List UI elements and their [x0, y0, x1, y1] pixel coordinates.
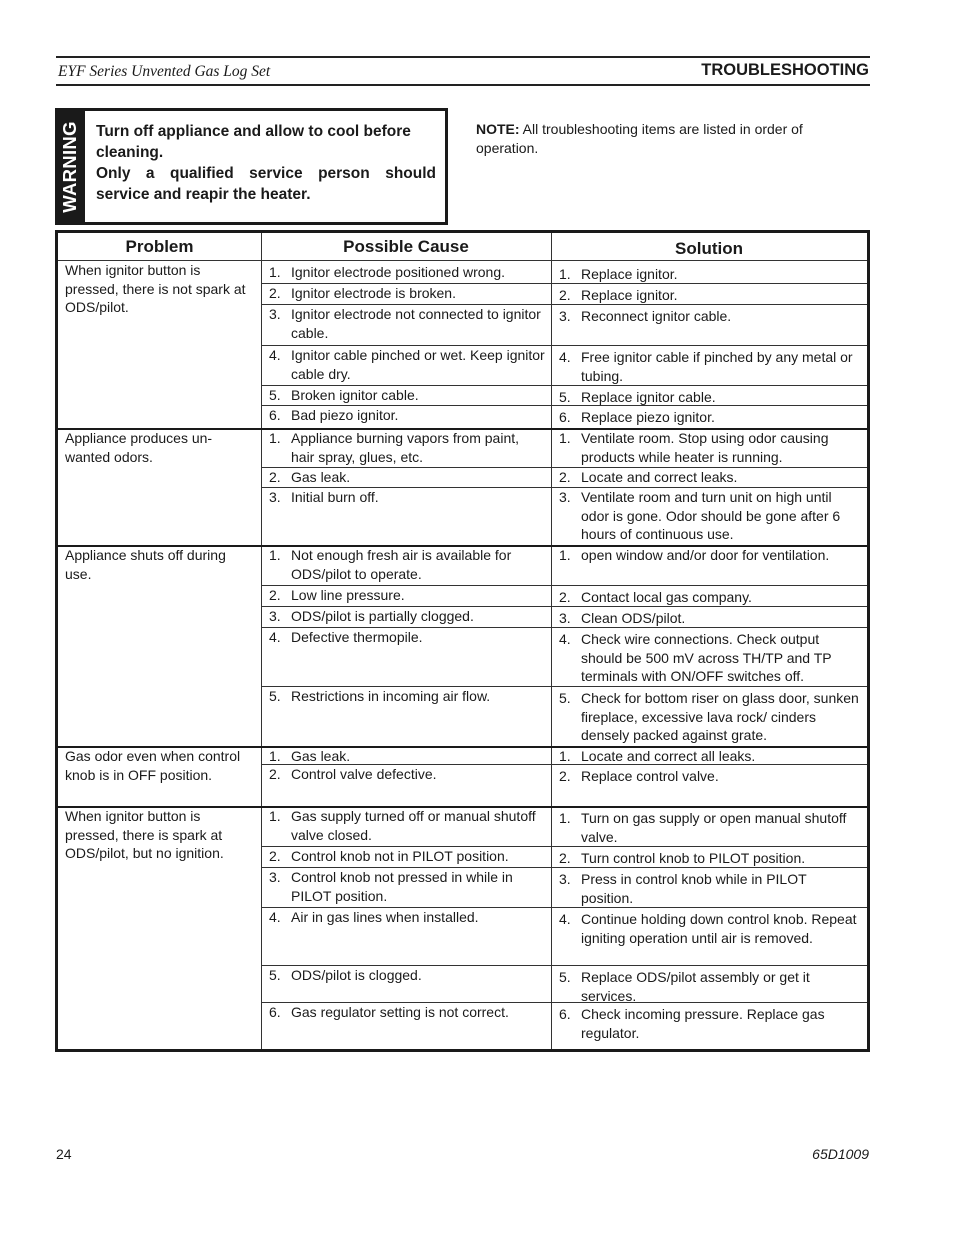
- column-divider: [261, 233, 262, 1049]
- cause-number: 6.: [269, 407, 281, 423]
- cause-number: 1.: [269, 264, 281, 280]
- cause-item: [269, 628, 545, 647]
- cause-text: Ignitor electrode positioned wrong.: [291, 264, 506, 280]
- cause-text: Restrictions in incoming air flow.: [291, 688, 491, 704]
- solution-item: [559, 910, 861, 947]
- cause-text: Appliance burning vapors from paint, hair spray, glues, etc.: [291, 430, 520, 465]
- cause-text: Ignitor cable pinched or wet. Keep ignitor cable dry.: [291, 347, 545, 382]
- solution-text: Check wire connections. Check output should be 500 mV across TH/TP and TP terminals with ON/OFF switches off.: [581, 631, 832, 685]
- page-header: [56, 56, 870, 86]
- solution-item: [559, 546, 861, 565]
- cause-item: [269, 807, 545, 844]
- solution-rule: [551, 385, 867, 386]
- solution-text: Continue holding down control knob. Repeat igniting operation until air is removed.: [581, 911, 857, 946]
- solution-item: [559, 429, 861, 466]
- solution-rule: [551, 627, 867, 628]
- cause-text: Control knob not in PILOT position.: [291, 848, 509, 864]
- solution-item: [559, 348, 861, 385]
- cause-number: 2.: [269, 587, 281, 603]
- solution-number: 1.: [559, 810, 571, 826]
- solution-text: Replace ignitor.: [581, 287, 678, 303]
- solution-rule: [551, 283, 867, 284]
- note-label: NOTE:: [476, 121, 520, 137]
- solution-rule: [551, 686, 867, 687]
- cause-text: Control knob not pressed in while in PILOT position.: [291, 869, 513, 904]
- cause-number: 6.: [269, 1004, 281, 1020]
- solution-item: [559, 689, 861, 745]
- solution-rule: [551, 907, 867, 908]
- cause-number: 4.: [269, 909, 281, 925]
- solution-rule: [551, 345, 867, 346]
- solution-text: Replace piezo ignitor.: [581, 409, 715, 425]
- solution-item: [559, 849, 861, 868]
- cause-item: [269, 868, 545, 905]
- solution-number: 3.: [559, 871, 571, 887]
- warning-text: [96, 121, 436, 205]
- cause-text: Gas leak.: [291, 748, 351, 764]
- cause-item: [269, 305, 545, 342]
- solution-text: Free ignitor cable if pinched by any metal or tubing.: [581, 349, 853, 384]
- solution-text: Replace ODS/pilot assembly or get it services.: [581, 969, 810, 1004]
- solution-text: Reconnect ignitor cable.: [581, 308, 732, 324]
- solution-text: Replace control valve.: [581, 768, 719, 784]
- cause-number: 3.: [269, 608, 281, 624]
- cause-text: Ignitor electrode not connected to ignitor cable.: [291, 306, 541, 341]
- cause-number: 1.: [269, 748, 281, 764]
- solution-item: [559, 408, 861, 427]
- cause-text: Air in gas lines when installed.: [291, 909, 479, 925]
- solution-item: [559, 809, 861, 846]
- cause-text: Bad piezo ignitor.: [291, 407, 399, 423]
- solution-text: Ventilate room. Stop using odor causing products while heater is running.: [581, 430, 829, 465]
- warning-box: [55, 108, 448, 225]
- solution-rule: [551, 867, 867, 868]
- cause-number: 1.: [269, 547, 281, 563]
- cause-text: Gas leak.: [291, 469, 351, 485]
- solution-item: [559, 630, 861, 686]
- cause-number: 5.: [269, 967, 281, 983]
- warning-label: WARNING: [59, 120, 80, 213]
- solution-item: [559, 1005, 861, 1042]
- cause-number: 3.: [269, 306, 281, 322]
- cause-item: [269, 429, 545, 466]
- problem-cell: Appliance produces un-wanted odors.: [65, 430, 213, 465]
- solution-text: Clean ODS/pilot.: [581, 610, 686, 626]
- cause-text: ODS/pilot is partially clogged.: [291, 608, 474, 624]
- cause-item: [269, 488, 545, 507]
- cause-number: 3.: [269, 489, 281, 505]
- solution-text: open window and/or door for ventilation.: [581, 547, 830, 563]
- solution-text: Press in control knob while in PILOT position.: [581, 871, 807, 906]
- cause-text: Control valve defective.: [291, 766, 437, 782]
- section-title: TROUBLESHOOTING: [701, 61, 869, 79]
- solution-text: Check incoming pressure. Replace gas regulator.: [581, 1006, 825, 1041]
- solution-item: [559, 767, 861, 786]
- solution-number: 6.: [559, 409, 571, 425]
- warning-line-1: Turn off appliance and allow to cool before cleaning.: [96, 123, 411, 161]
- solution-item: [559, 468, 861, 487]
- cause-item: [269, 263, 545, 282]
- document-code: 65D1009: [812, 1146, 869, 1162]
- solution-number: 2.: [559, 469, 571, 485]
- solution-number: 2.: [559, 287, 571, 303]
- solution-rule: [551, 585, 867, 586]
- solution-number: 1.: [559, 266, 571, 282]
- cause-item: [269, 386, 545, 405]
- solution-item: [559, 488, 861, 544]
- solution-number: 4.: [559, 631, 571, 647]
- solution-rule: [551, 1002, 867, 1003]
- note-text: All troubleshooting items are listed in order of operation.: [476, 121, 803, 156]
- solution-number: 6.: [559, 1006, 571, 1022]
- solution-number: 1.: [559, 748, 571, 764]
- solution-number: 2.: [559, 850, 571, 866]
- solution-text: Contact local gas company.: [581, 589, 752, 605]
- cause-item: [269, 747, 545, 766]
- cause-text: Ignitor electrode is broken.: [291, 285, 456, 301]
- solution-number: 5.: [559, 969, 571, 985]
- solution-number: 1.: [559, 547, 571, 563]
- solution-text: Ventilate room and turn unit on high until odor is gone. Odor should be gone after 6 hours of continuous use.: [581, 489, 841, 543]
- cause-text: ODS/pilot is clogged.: [291, 967, 422, 983]
- cause-item: [269, 687, 545, 706]
- problem-cell: Appliance shuts off during use.: [65, 547, 226, 582]
- solution-rule: [551, 606, 867, 607]
- cause-item: [269, 406, 545, 425]
- cause-number: 4.: [269, 629, 281, 645]
- solution-item: [559, 968, 861, 1005]
- header-possible-cause: Possible Cause: [343, 237, 469, 256]
- problem-cell: Gas odor even when control knob is in OFF position.: [65, 748, 241, 783]
- warning-label-strip: [55, 111, 85, 222]
- cause-number: 5.: [269, 387, 281, 403]
- cause-text: Not enough fresh air is available for ODS/pilot to operate.: [291, 547, 512, 582]
- solution-rule: [551, 764, 867, 765]
- solution-number: 2.: [559, 589, 571, 605]
- solution-number: 3.: [559, 610, 571, 626]
- cause-number: 5.: [269, 688, 281, 704]
- cause-number: 1.: [269, 430, 281, 446]
- solution-item: [559, 870, 861, 907]
- cause-item: [269, 586, 545, 605]
- cause-item: [269, 346, 545, 383]
- solution-item: [559, 747, 861, 766]
- solution-number: 3.: [559, 308, 571, 324]
- solution-number: 4.: [559, 349, 571, 365]
- cause-item: [269, 468, 545, 487]
- column-divider: [551, 233, 552, 1049]
- solution-number: 3.: [559, 489, 571, 505]
- cause-number: 2.: [269, 766, 281, 782]
- troubleshooting-table: [55, 230, 870, 1052]
- cause-number: 1.: [269, 808, 281, 824]
- solution-text: Replace ignitor.: [581, 266, 678, 282]
- problem-cell: When ignitor button is pressed, there is spark at ODS/pilot, but no ignition.: [65, 808, 224, 862]
- solution-item: [559, 286, 861, 305]
- solution-item: [559, 609, 861, 628]
- cause-number: 4.: [269, 347, 281, 363]
- series-title: EYF Series Unvented Gas Log Set: [58, 63, 271, 80]
- solution-text: Check for bottom riser on glass door, sunken fireplace, excessive lava rock/ cinders densely packed against grate.: [581, 690, 859, 744]
- solution-rule: [551, 405, 867, 406]
- cause-text: Initial burn off.: [291, 489, 379, 505]
- solution-text: Turn on gas supply or open manual shutoff valve.: [581, 810, 847, 845]
- solution-text: Replace ignitor cable.: [581, 389, 716, 405]
- cause-item: [269, 607, 545, 626]
- note: [476, 120, 861, 158]
- cause-number: 2.: [269, 848, 281, 864]
- solution-item: [559, 588, 861, 607]
- solution-number: 1.: [559, 430, 571, 446]
- solution-item: [559, 388, 861, 407]
- cause-text: Broken ignitor cable.: [291, 387, 419, 403]
- cause-item: [269, 1003, 545, 1022]
- cause-item: [269, 908, 545, 927]
- cause-text: Gas regulator setting is not correct.: [291, 1004, 509, 1020]
- cause-number: 3.: [269, 869, 281, 885]
- cause-text: Gas supply turned off or manual shutoff valve closed.: [291, 808, 536, 843]
- page-number: 24: [56, 1146, 72, 1162]
- warning-line-2: Only a qualified service person should service and reapir the heater.: [96, 165, 436, 203]
- solution-text: Locate and correct all leaks.: [581, 748, 756, 764]
- solution-number: 4.: [559, 911, 571, 927]
- header-solution: Solution: [675, 239, 743, 258]
- cause-item: [269, 765, 545, 784]
- solution-number: 5.: [559, 690, 571, 706]
- solution-number: 2.: [559, 768, 571, 784]
- cause-text: Low line pressure.: [291, 587, 405, 603]
- solution-item: [559, 265, 861, 284]
- cause-number: 2.: [269, 469, 281, 485]
- solution-rule: [551, 846, 867, 847]
- cause-item: [269, 847, 545, 866]
- problem-cell: When ignitor button is pressed, there is not spark at ODS/pilot.: [65, 262, 246, 316]
- cause-item: [269, 546, 545, 583]
- solution-number: 5.: [559, 389, 571, 405]
- cause-item: [269, 284, 545, 303]
- cause-number: 2.: [269, 285, 281, 301]
- solution-rule: [551, 304, 867, 305]
- solution-item: [559, 307, 861, 326]
- cause-item: [269, 966, 545, 985]
- solution-text: Turn control knob to PILOT position.: [581, 850, 806, 866]
- cause-text: Defective thermopile.: [291, 629, 423, 645]
- solution-rule: [551, 965, 867, 966]
- header-problem: Problem: [125, 237, 194, 256]
- solution-text: Locate and correct leaks.: [581, 469, 738, 485]
